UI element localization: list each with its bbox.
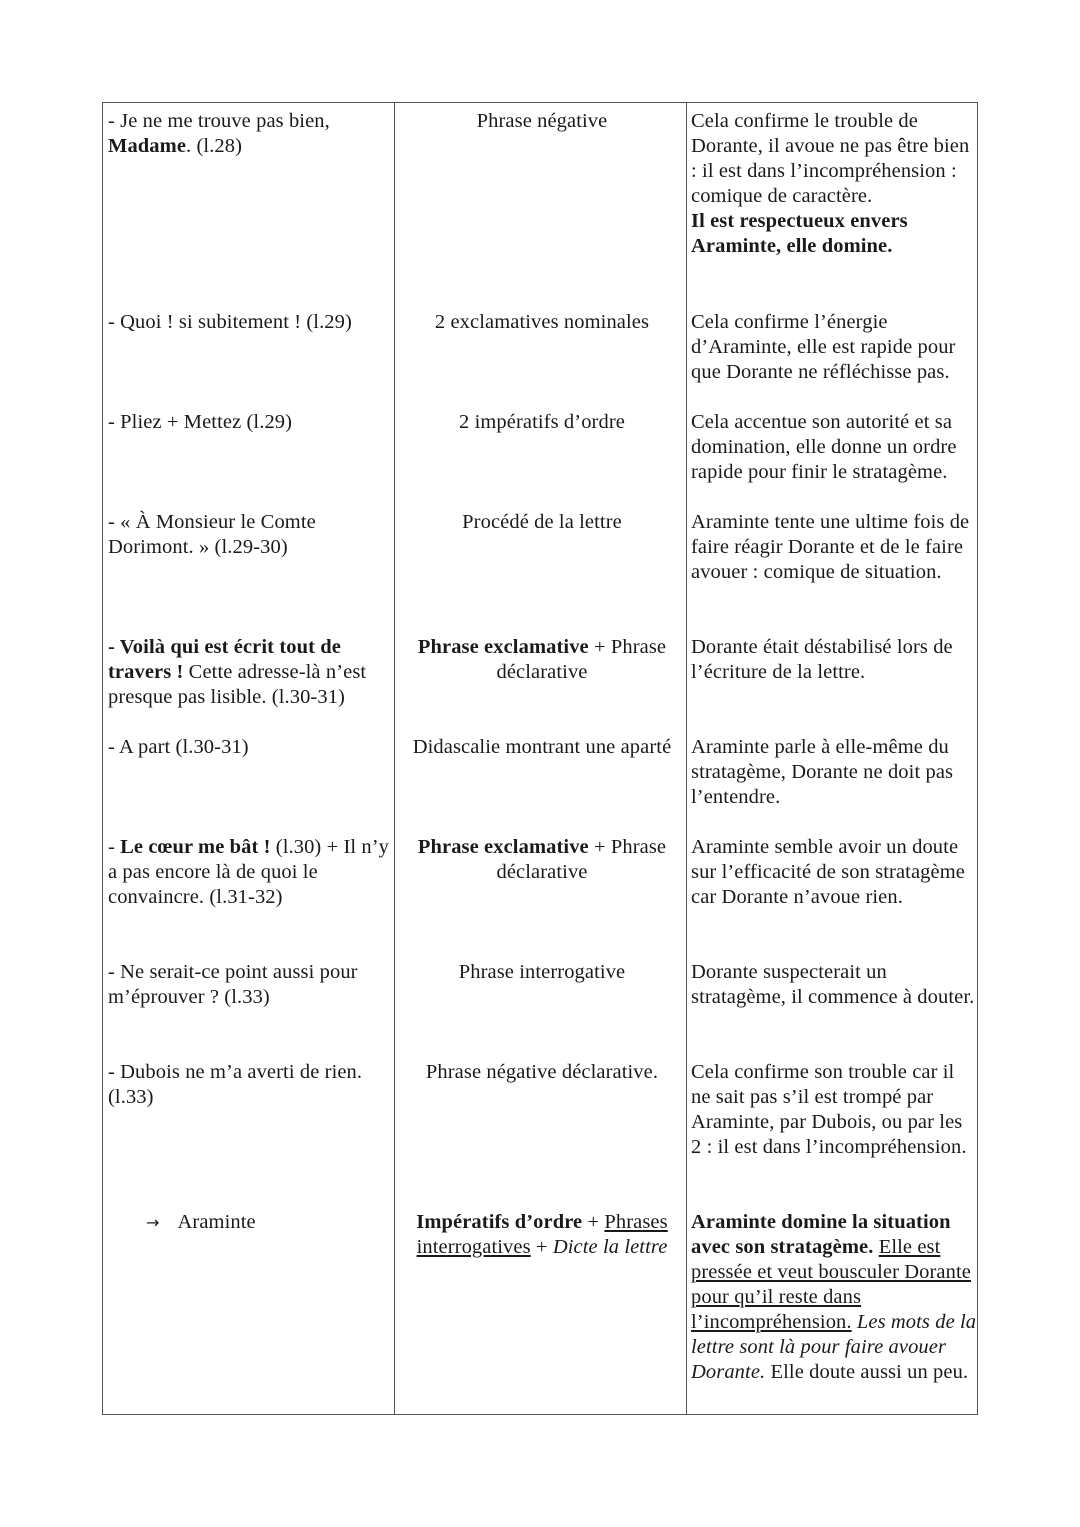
interpretation-cell: Cela accentue son autorité et sa domination, elle donne un ordre rapide pour finir le stratagème. <box>691 411 957 483</box>
process-cell: Phrase négative <box>476 110 608 132</box>
process-cell: Didascalie montrant une aparté <box>412 736 672 758</box>
quote-cell: - Pliez + Mettez (l.29) <box>108 411 293 433</box>
process-cell: 2 exclamatives nominales <box>434 311 650 333</box>
interpretation-cell: Cela confirme son trouble car il ne sait pas s’il est trompé par Araminte, par Dubois, ou par les 2 : il est dans l’incompréhension. <box>691 1061 967 1158</box>
quote-cell: - Quoi ! si subitement ! (l.29) <box>108 311 352 333</box>
quote-cell: - Voilà qui est écrit tout de travers ! Cette adresse-là n’est presque pas lisible. (l.30-31) <box>108 636 367 708</box>
process-cell: Phrase négative déclarative. <box>425 1061 659 1083</box>
quote-cell: - Ne serait-ce point aussi pour m’éprouver ? (l.33) <box>108 961 358 1008</box>
quote-cell: - Dubois ne m’a averti de rien. (l.33) <box>108 1061 363 1108</box>
column-divider <box>394 103 395 1414</box>
process-cell: Phrase exclamative + Phrase déclarative <box>417 636 667 683</box>
process-cell: Phrase exclamative + Phrase déclarative <box>417 836 667 883</box>
quote-cell: - Le cœur me bât ! (l.30) + Il n’y a pas encore là de quoi le convaincre. (l.31-32) <box>108 836 390 908</box>
process-cell: 2 impératifs d’ordre <box>459 411 625 433</box>
process-cell: Phrase interrogative <box>458 961 626 983</box>
quote-cell: - « À Monsieur le Comte Dorimont. » (l.29-30) <box>108 511 316 558</box>
interpretation-cell: Araminte parle à elle-même du stratagème, Dorante ne doit pas l’entendre. <box>691 736 954 808</box>
quote-cell: - Je ne me trouve pas bien, Madame. (l.28) <box>108 110 330 157</box>
summary-quote-cell: → Araminte <box>146 1211 256 1233</box>
quote-cell: - A part (l.30-31) <box>108 736 249 758</box>
process-cell: Procédé de la lettre <box>462 511 622 533</box>
summary-interpretation-cell: Araminte domine la situation avec son stratagème. Elle est pressée et veut bousculer Dorante pour qu’il reste dans l’incompréhension. Les mots de la lettre sont là pour faire avouer Dorante. Elle doute aussi un peu. <box>691 1211 977 1383</box>
summary-process-cell: Impératifs d’ordre + Phrases interrogatives + Dicte la lettre <box>416 1211 668 1258</box>
analysis-table <box>102 102 978 1415</box>
interpretation-cell: Cela confirme l’énergie d’Araminte, elle est rapide pour que Dorante ne réfléchisse pas. <box>691 311 956 383</box>
interpretation-cell: Cela confirme le trouble de Dorante, il avoue ne pas être bien : il est dans l’incompréhension : comique de caractère. Il est respectueux envers Araminte, elle domine. <box>691 110 970 257</box>
interpretation-cell: Araminte tente une ultime fois de faire réagir Dorante et de le faire avouer : comique de situation. <box>691 511 970 583</box>
interpretation-cell: Dorante suspecterait un stratagème, il commence à douter. <box>691 961 975 1008</box>
interpretation-cell: Araminte semble avoir un doute sur l’efficacité de son stratagème car Dorante n’avoue rien. <box>691 836 965 908</box>
interpretation-cell: Dorante était déstabilisé lors de l’écriture de la lettre. <box>691 636 953 683</box>
arrow-right-icon: → <box>146 1213 160 1232</box>
